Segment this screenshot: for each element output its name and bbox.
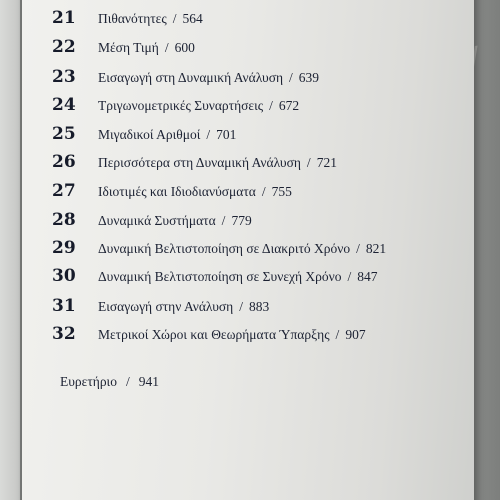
toc-entry-23 <box>52 67 319 87</box>
separator: / <box>261 184 266 199</box>
chapter-title: Δυναμική Βελτιστοποίηση σε Συνεχή Χρόνο <box>98 269 342 284</box>
chapter-number: 21 <box>52 8 76 28</box>
chapter-title: Εισαγωγή στην Ανάλυση <box>98 299 234 314</box>
index-title: Ευρετήριο <box>60 374 117 389</box>
page-number: 847 <box>357 269 378 284</box>
chapter-title: Δυναμικά Συστήματα <box>98 213 216 228</box>
chapter-number: 29 <box>52 238 76 258</box>
toc-entry-index <box>60 373 159 391</box>
separator: / <box>206 127 211 142</box>
chapter-title: Μετρικοί Χώροι και Θεωρήματα Ύπαρξης <box>98 327 330 342</box>
toc-entry-31 <box>52 296 269 316</box>
chapter-title: Τριγωνομετρικές Συναρτήσεις <box>98 98 264 113</box>
chapter-title: Περισσότερα στη Δυναμική Ανάλυση <box>98 155 301 170</box>
chapter-number: 23 <box>52 67 76 87</box>
chapter-title: Πιθανότητες <box>98 11 167 26</box>
page-number: 779 <box>231 213 252 228</box>
toc-entry-29 <box>52 238 386 258</box>
page-number: 721 <box>316 155 337 170</box>
toc-entry-24 <box>52 95 299 115</box>
chapter-number: 25 <box>52 124 76 144</box>
separator: / <box>164 40 169 55</box>
page-number: 821 <box>365 241 387 256</box>
chapter-title: Ιδιοτιμές και Ιδιοδιανύσματα <box>98 184 256 199</box>
chapter-title: Δυναμική Βελτιστοποίηση σε Διακριτό Χρόνο <box>98 241 351 256</box>
page-number: 701 <box>216 127 237 142</box>
chapter-number: 26 <box>52 152 76 172</box>
chapter-title: Μέση Τιμή <box>98 40 159 55</box>
toc-entry-32 <box>52 324 366 344</box>
toc-entry-28 <box>52 210 252 230</box>
separator: / <box>347 269 352 284</box>
chapter-number: 31 <box>52 296 76 316</box>
chapter-number: 27 <box>52 181 76 201</box>
separator: / <box>239 299 243 314</box>
chapter-number: 22 <box>52 37 76 57</box>
page-number: 755 <box>271 184 292 199</box>
chapter-number: 28 <box>52 210 76 230</box>
index-page-number: 941 <box>138 374 159 389</box>
toc-entry-21 <box>52 8 203 28</box>
page-number: 600 <box>174 40 195 55</box>
toc-entry-27 <box>52 181 292 201</box>
page-number: 883 <box>249 299 270 314</box>
separator: / <box>269 98 273 113</box>
separator: / <box>356 241 360 256</box>
page-number: 639 <box>298 70 320 85</box>
toc-entry-22 <box>52 37 195 57</box>
page-number: 564 <box>182 11 203 26</box>
separator: / <box>172 11 177 26</box>
chapter-number: 30 <box>52 266 76 286</box>
separator: / <box>221 213 226 228</box>
chapter-number: 32 <box>52 324 76 344</box>
toc-entry-26 <box>52 152 337 172</box>
separator: / <box>125 374 130 389</box>
toc-entry-30 <box>52 266 378 286</box>
chapter-title: Μιγαδικοί Αριθμοί <box>98 127 201 142</box>
separator: / <box>289 70 293 85</box>
page-number: 672 <box>278 98 300 113</box>
separator: / <box>306 155 311 170</box>
toc-entry-25 <box>52 124 236 144</box>
page-number: 907 <box>345 327 366 342</box>
chapter-title: Εισαγωγή στη Δυναμική Ανάλυση <box>98 70 284 85</box>
separator: / <box>335 327 340 342</box>
chapter-number: 24 <box>52 95 76 115</box>
